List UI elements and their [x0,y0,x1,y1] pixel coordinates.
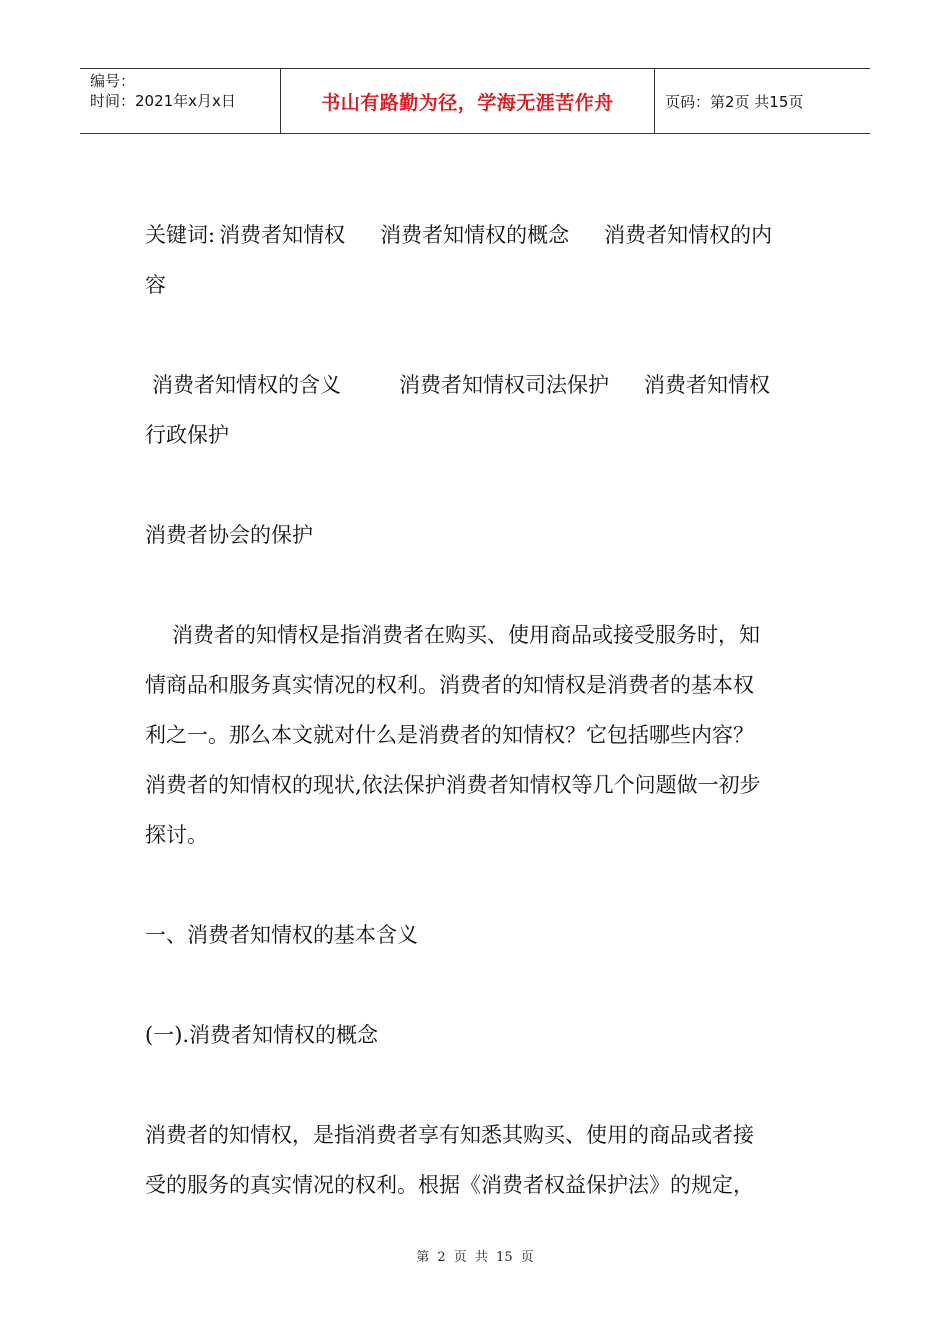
keyword: 消费者知情权的含义 [152,373,341,397]
section-heading: 一、消费者知情权的基本含义 [145,923,418,947]
intro-line: 消费者的知情权是指消费者在购买、使用商品或接受服务时，知 [172,623,760,647]
header-page-info: 页码：第2页 共15页 [665,92,804,111]
keywords-line-2: 容 [145,273,166,297]
number-label: 编号： [90,72,136,90]
intro-line: 消费者的知情权的现状,依法保护消费者知情权等几个问题做一初步 [145,773,761,797]
keywords-line-3 [145,360,810,410]
header-motto: 书山有路勤为径，学海无涯苦作舟 [281,69,655,133]
keywords-line-5: 消费者协会的保护 [145,523,313,547]
paragraph-line: 消费者的知情权，是指消费者享有知悉其购买、使用的商品或者接 [145,1123,754,1147]
keyword: 消费者知情权 [644,373,770,397]
paragraph-line: 受的服务的真实情况的权利。根据《消费者权益保护法》的规定， [145,1173,754,1197]
subsection-heading: (一).消费者知情权的概念 [145,1023,379,1047]
keyword: 消费者知情权司法保护 [399,373,609,397]
intro-line: 情商品和服务真实情况的权利。消费者的知情权是消费者的基本权 [145,673,754,697]
keyword: 消费者知情权的概念 [380,223,570,247]
keywords-line-4: 行政保护 [145,423,229,447]
keyword: 消费者知情权的内 [604,223,773,247]
page-footer: 第 2 页 共 15 页 [416,1250,534,1265]
time-label: 时间：2021年x月x日 [90,92,236,110]
keyword: 消费者知情权 [219,223,346,247]
document-body [145,210,810,1210]
keywords-line-1 [145,210,810,260]
intro-line: 探讨。 [145,823,208,847]
header-meta-cell [80,69,281,133]
keywords-label: 关键词: [145,223,216,247]
intro-line: 利之一。那么本文就对什么是消费者的知情权？它包括哪些内容？ [145,723,754,747]
page-header [80,68,870,134]
